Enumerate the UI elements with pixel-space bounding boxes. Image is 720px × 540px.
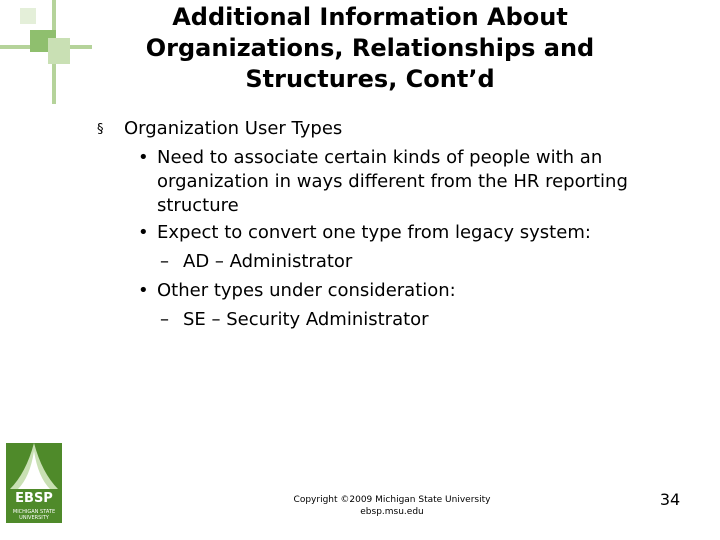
footer-copyright: Copyright ©2009 Michigan State University	[293, 495, 491, 505]
slide-title-line-3: Structures, Cont’d	[245, 65, 495, 93]
logo-subtext: MICHIGAN STATE UNIVERSITY	[12, 509, 56, 521]
decorative-square-pale	[48, 38, 70, 64]
logo-text: EBSP	[15, 491, 53, 506]
bullet-continuation	[157, 170, 628, 194]
round-bullet-icon: •	[138, 147, 149, 168]
bullet-text: Expect to convert one type from legacy system:	[157, 222, 591, 243]
page-number: 34	[659, 490, 681, 509]
dash-bullet-icon: –	[160, 309, 169, 330]
footer-url: ebsp.msu.edu	[360, 507, 424, 517]
square-bullet-icon: §	[97, 122, 104, 137]
footer	[262, 494, 522, 518]
logo-arch-icon	[6, 443, 62, 491]
bullet-text: AD – Administrator	[183, 251, 353, 272]
slide-title	[120, 2, 620, 95]
bullet-text: Need to associate certain kinds of people with an	[157, 147, 603, 168]
bullet-text: SE – Security Administrator	[183, 309, 429, 330]
bullet-text: structure	[157, 195, 239, 216]
dash-bullet-icon: –	[160, 251, 169, 272]
round-bullet-icon: •	[138, 222, 149, 243]
slide-title-line-2: Organizations, Relationships and	[145, 34, 595, 62]
bullet-text: organization in ways different from the HR reporting	[157, 171, 628, 192]
round-bullet-icon: •	[138, 280, 149, 301]
bullet-text: Organization User Types	[124, 118, 343, 139]
decorative-square-light	[20, 8, 36, 24]
bullet-continuation	[157, 194, 239, 218]
ebsp-logo	[6, 443, 62, 523]
slide-title-line-1: Additional Information About	[172, 3, 568, 31]
bullet-text: Other types under consideration:	[157, 280, 456, 301]
